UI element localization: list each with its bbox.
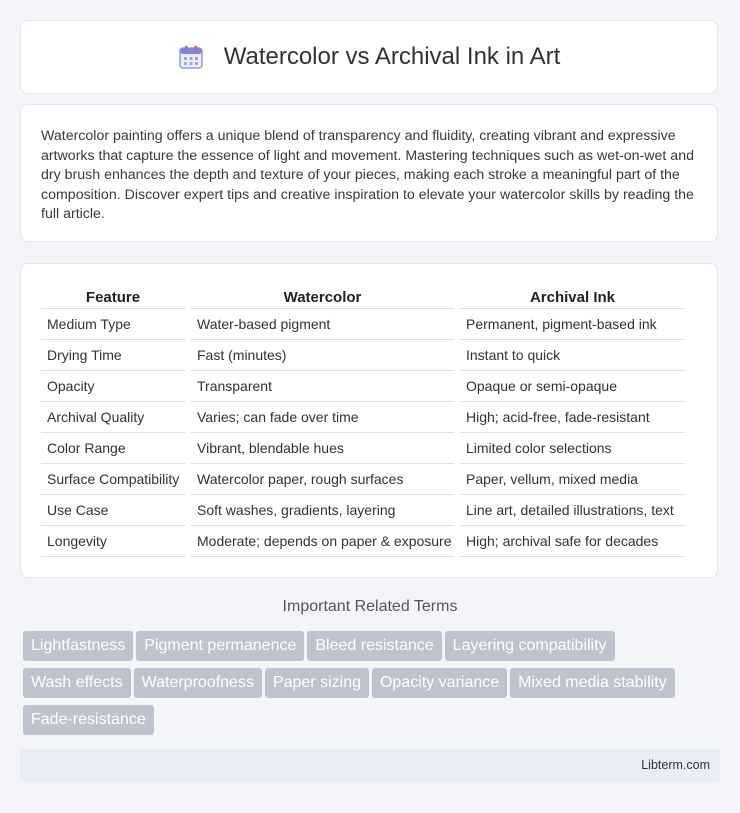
- table-row: [41, 433, 685, 464]
- table-cell: High; archival safe for decades: [460, 526, 685, 557]
- table-cell: Varies; can fade over time: [191, 402, 454, 433]
- table-cell: Longevity: [41, 526, 185, 557]
- tag-opacity-variance[interactable]: Opacity variance: [372, 668, 507, 698]
- table-cell: Use Case: [41, 495, 185, 526]
- table-row: [41, 464, 685, 495]
- header-feature: Feature: [41, 286, 185, 309]
- table-row: [41, 526, 685, 557]
- tag-mixed-media-stability[interactable]: Mixed media stability: [510, 668, 675, 698]
- footer-site-link[interactable]: Libterm.com: [641, 758, 710, 772]
- tag-waterproofness[interactable]: Waterproofness: [134, 668, 262, 698]
- table-cell: Surface Compatibility: [41, 464, 185, 495]
- tag-bleed-resistance[interactable]: Bleed resistance: [307, 631, 441, 661]
- table-cell: Paper, vellum, mixed media: [460, 464, 685, 495]
- table-cell: Watercolor paper, rough surfaces: [191, 464, 454, 495]
- table-cell: Permanent, pigment-based ink: [460, 309, 685, 340]
- related-terms-title: Important Related Terms: [282, 598, 458, 615]
- header-watercolor: Watercolor: [191, 286, 454, 309]
- table-row: [41, 309, 685, 340]
- table-cell: Water-based pigment: [191, 309, 454, 340]
- calendar-icon: [178, 44, 204, 70]
- table-cell: Transparent: [191, 371, 454, 402]
- comparison-table: [35, 286, 691, 557]
- table-cell: Instant to quick: [460, 340, 685, 371]
- table-row: [41, 340, 685, 371]
- tag-wash-effects[interactable]: Wash effects: [23, 668, 131, 698]
- page-title: Watercolor vs Archival Ink in Art: [223, 43, 561, 70]
- table-row: [41, 402, 685, 433]
- table-cell: Moderate; depends on paper & exposure: [191, 526, 454, 557]
- table-cell: Fast (minutes): [191, 340, 454, 371]
- table-cell: Color Range: [41, 433, 185, 464]
- table-cell: Opaque or semi-opaque: [460, 371, 685, 402]
- table-cell: Drying Time: [41, 340, 185, 371]
- title-card: [20, 20, 718, 94]
- footer: [20, 749, 720, 782]
- tag-layering-compatibility[interactable]: Layering compatibility: [445, 631, 615, 661]
- related-terms-tags: [23, 631, 723, 742]
- tag-paper-sizing[interactable]: Paper sizing: [265, 668, 369, 698]
- table-cell: Soft washes, gradients, layering: [191, 495, 454, 526]
- tag-pigment-permanence[interactable]: Pigment permanence: [136, 631, 304, 661]
- table-cell: Archival Quality: [41, 402, 185, 433]
- intro-card: [20, 104, 718, 242]
- table-cell: Medium Type: [41, 309, 185, 340]
- table-cell: Limited color selections: [460, 433, 685, 464]
- intro-text: Watercolor painting offers a unique blend of transparency and fluidity, creating vibrant and expressive artworks that capture the essence of light and movement. Mastering techniques such as wet-on-wet and dry brush enhances the depth and texture of your pieces, making each stroke a meaningful part of the composition. Discover expert tips and creative inspiration to elevate your watercolor skills by reading the full article.: [41, 128, 694, 222]
- table-row: [41, 371, 685, 402]
- table-row: [41, 495, 685, 526]
- tag-fade-resistance[interactable]: Fade-resistance: [23, 705, 154, 735]
- comparison-table-card: [20, 263, 718, 578]
- table-cell: Opacity: [41, 371, 185, 402]
- table-cell: High; acid-free, fade-resistant: [460, 402, 685, 433]
- table-header-row: [41, 286, 685, 309]
- header-archival-ink: Archival Ink: [460, 286, 685, 309]
- table-cell: Vibrant, blendable hues: [191, 433, 454, 464]
- tag-lightfastness[interactable]: Lightfastness: [23, 631, 133, 661]
- table-cell: Line art, detailed illustrations, text: [460, 495, 685, 526]
